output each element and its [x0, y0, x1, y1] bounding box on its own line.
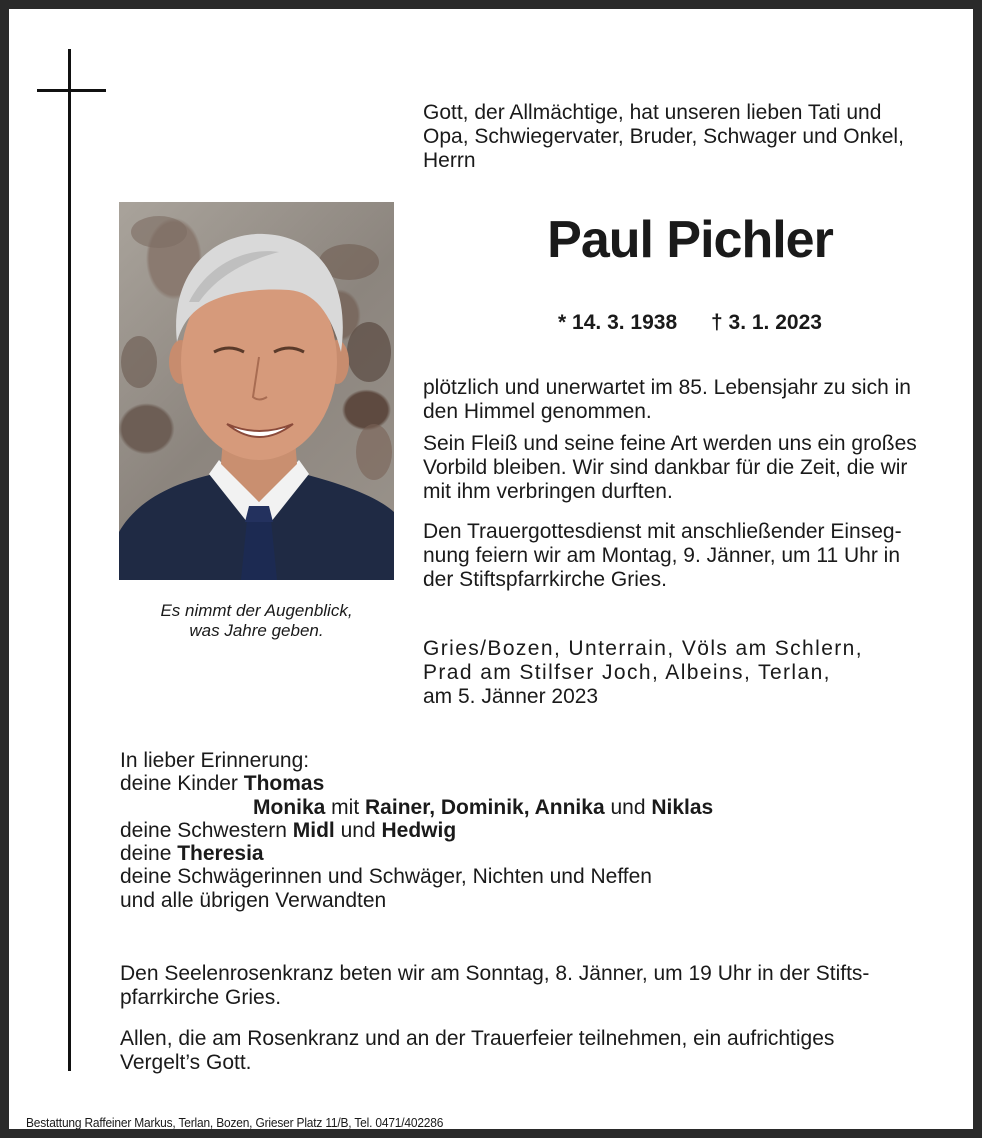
mourners-connector: und: [604, 795, 652, 819]
paragraph-line: Sein Fleiß und seine feine Art werden uns ein großes: [423, 432, 917, 455]
places-line: Prad am Stilfser Joch, Albeins, Terlan,: [423, 661, 831, 684]
mourner-name: Hedwig: [381, 818, 457, 842]
paragraph-passing: [423, 376, 957, 424]
intro-line: Opa, Schwiegervater, Bruder, Schwager und Onkel,: [423, 125, 904, 148]
paragraph-funeral-service: [423, 520, 957, 592]
photo-caption: [119, 601, 394, 641]
closing-line: Allen, die am Rosenkranz und an der Trauerfeier teilnehmen, ein aufrichtiges: [120, 1027, 835, 1050]
thanks-text: [120, 1027, 957, 1075]
intro-line: Gott, der Allmächtige, hat unseren lieben Tati und: [423, 101, 882, 124]
mourners-child-family: [120, 796, 880, 819]
mourners-inlaws: deine Schwägerinnen und Schwäger, Nichten und Neffen: [120, 865, 652, 889]
cross-icon-vertical: [68, 49, 71, 1071]
closing-line: Vergelt’s Gott.: [120, 1051, 252, 1074]
mourners-others: und alle übrigen Verwandten: [120, 888, 387, 912]
paragraph-line: der Stiftspfarrkirche Gries.: [423, 568, 667, 591]
mourner-name: Theresia: [177, 842, 264, 866]
closing-line: Den Seelenrosenkranz beten wir am Sonntag, 8. Jänner, um 19 Uhr in der Stifts-: [120, 962, 870, 985]
mourners-connector: und: [334, 818, 382, 842]
mourner-name: Thomas: [243, 772, 325, 796]
cross-icon-horizontal: [37, 89, 106, 92]
intro-line: Herrn: [423, 149, 476, 172]
mourners-children: [120, 772, 880, 795]
mourner-name: Niklas: [651, 795, 714, 819]
notice-date: am 5. Jänner 2023: [423, 685, 599, 708]
birth-date: * 14. 3. 1938: [558, 311, 678, 334]
closing-line: pfarrkirche Gries.: [120, 986, 282, 1009]
paragraph-line: den Himmel genommen.: [423, 400, 652, 423]
paragraph-line: Den Trauergottesdienst mit anschließender Einseg-: [423, 520, 902, 543]
death-date: † 3. 1. 2023: [711, 311, 822, 334]
portrait-photo: [119, 202, 394, 580]
mourners-heading: In lieber Erinnerung:: [120, 749, 310, 772]
mourners-prefix: deine Schwestern: [120, 818, 293, 842]
portrait-illustration: [119, 202, 394, 580]
rosary-announcement: [120, 962, 957, 1010]
mourner-name: Rainer, Dominik, Annika: [365, 795, 605, 819]
deceased-name: Paul Pichler: [547, 211, 833, 269]
paragraph-line: mit ihm verbringen durften.: [423, 480, 673, 503]
paragraph-line: Vorbild bleiben. Wir sind dankbar für die Zeit, die wir: [423, 456, 908, 479]
paragraph-line: nung feiern wir am Montag, 9. Jänner, um 11 Uhr in: [423, 544, 901, 567]
life-dates: [423, 309, 957, 337]
caption-line: Es nimmt der Augenblick,: [160, 601, 353, 620]
places-and-date: [423, 637, 957, 709]
mourners-sisters: [120, 819, 880, 842]
intro-text: [423, 101, 957, 173]
mourners-partner: [120, 842, 880, 865]
paragraph-line: plötzlich und unerwartet im 85. Lebensjahr zu sich in: [423, 376, 911, 399]
mourner-name: Monika: [253, 795, 326, 819]
mourners-prefix: deine Kinder: [120, 772, 244, 796]
mourners-list: [120, 749, 880, 912]
paragraph-tribute: [423, 432, 957, 504]
caption-line: was Jahre geben.: [189, 621, 324, 640]
mourner-name: Midl: [292, 818, 335, 842]
places-line: Gries/Bozen, Unterrain, Völs am Schlern,: [423, 637, 863, 660]
mourners-connector: mit: [325, 795, 366, 819]
mourners-prefix: deine: [120, 842, 178, 866]
funeral-home-footer: Bestattung Raffeiner Markus, Terlan, Bozen, Grieser Platz 11/B, Tel. 0471/402286: [26, 1115, 444, 1130]
